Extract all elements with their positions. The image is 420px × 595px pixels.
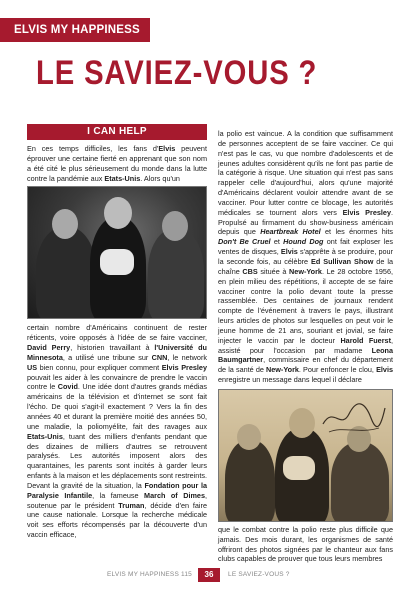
emphasis-text: Elvis Presley <box>342 207 391 217</box>
emphasis-text: Elvis Presley <box>161 362 207 372</box>
emphasis-text: Covid <box>57 382 78 392</box>
emphasis-text: Heartbreak Hotel <box>260 227 321 237</box>
page-footer <box>0 567 420 583</box>
body-text: , a utilisé une tribune sur <box>62 352 152 362</box>
elvis-vaccination-photo <box>27 186 207 319</box>
body-text: la polio est vaincue. A la condition que suffisamment de personnes acceptent de se faire vacciner. Ce qui n'est pas le cas, vu que nombre d'adolescents et de jeunes adultes considèrent qu'ils ne font pas partie de la catégorie à risque. Une situation qui n'est pas sans rappeler celle d'aujourd'hui, alors qu'une majorité d'Américains déclarent vouloir attendre avant de se vacciner. Pour lutter contre ce blocage, les autorités médicales se tournent alors vers <box>218 129 393 217</box>
body-text: peuvent éprouver une certaine fierté en apprenant que son nom a été cité le plus sérieusement du monde dans la lutte contre la pandémie aux <box>27 144 207 183</box>
body-text: ont fait exploser les ventes de disques, <box>218 237 394 257</box>
body-text: bien connu, pour expliquer comment <box>37 362 162 372</box>
body-text: , la fameuse <box>92 490 145 500</box>
emphasis-text: Leona Baumgartner <box>218 345 393 365</box>
page-number: 36 <box>198 568 220 582</box>
emphasis-text: David Perry <box>27 343 71 353</box>
body-text: . Le 28 octobre 1956, en plein milieu des répétitions, il accepte de se faire vacciner contre la polio devant toute la presse rassemblée. Des centaines de journaux rendent compte de l'événement à travers le pays, illustrant leurs articles de photos sur lesquelles on peut voir le jeune homme de 21 ans, souriant et jovial, se faire injecter le vaccin par le docteur <box>218 266 393 345</box>
signed-elvis-photo <box>218 389 393 522</box>
emphasis-text: March of Dimes <box>144 490 205 500</box>
autograph-signature <box>319 396 389 436</box>
left-paragraph-2 <box>27 323 207 540</box>
body-text: , le network <box>167 352 207 362</box>
emphasis-text: CNN <box>151 352 168 362</box>
emphasis-text: Elvis <box>280 247 298 257</box>
body-text: , commissaire en chef du département de la santé de <box>218 355 393 375</box>
left-paragraph-1 <box>27 144 207 183</box>
right-paragraph-2 <box>218 525 393 564</box>
section-heading: I CAN HELP <box>27 124 207 140</box>
magazine-header-band <box>0 18 150 60</box>
body-text: , tuant des milliers d'enfants pendant que des dizaines de milliers d'autres se retrouvent paralysés. Les autorités imposent alors des quarantaines, les parents sont incités à garder leurs enfants à la maison et les déplacements sont restreints. Devant la gravité de la situation, la <box>27 431 207 490</box>
footer-series: ELVIS MY HAPPINESS 115 <box>107 571 192 578</box>
footer-section: LE SAVIEZ-VOUS ? <box>228 571 290 578</box>
body-text: . Une idée dont d'autres grands médias américains de la télévision et d'internet se sont fait l'écho. De quoi s'agit-il exactement ? Vers la fin des années 40 et durant la première moitié des années 50, une maladie, la poliomyélite, fait des ravages aux <box>27 382 207 431</box>
emphasis-text: Etats-Unis <box>27 431 63 441</box>
body-text: . Pour enfoncer le clou, <box>298 365 377 375</box>
body-text: de la chaîne <box>218 256 393 276</box>
emphasis-text: Elvis <box>376 365 393 375</box>
emphasis-text: Elvis <box>158 144 176 153</box>
right-paragraph-1 <box>218 129 393 385</box>
emphasis-text: CBS <box>242 266 258 276</box>
emphasis-text: l'Université du Minnesota <box>27 343 207 362</box>
body-text: . Alors qu'un <box>140 173 180 183</box>
body-text: s'apprête à se produire, pour la seconde fois, au célèbre <box>218 247 393 266</box>
body-text: enregistre un message dans lequel il déclare <box>218 375 362 385</box>
body-text: , décide d'en faire une cause nationale. Lorsque la recherche médicale voit ses efforts récompensés par la découverte d'un vaccin efficace, <box>27 500 207 540</box>
emphasis-text: Harold Fuerst <box>340 335 391 345</box>
body-text: pouvait les aider à les convaincre de prendre le vaccin contre le <box>27 372 207 392</box>
emphasis-text: New-York <box>266 365 299 375</box>
emphasis-text: Truman <box>118 500 145 510</box>
emphasis-text: Etats-Unis <box>104 173 141 183</box>
article-left-column <box>27 124 207 540</box>
emphasis-text: US <box>27 362 38 372</box>
body-text: et les énormes hits <box>320 227 393 237</box>
body-text: certain nombre d'Américains continuent de rester réticents, voire opposés à l'idée de se faire vacciner, <box>27 323 207 343</box>
emphasis-text: Ed Sullivan Show <box>311 256 374 266</box>
article-right-column <box>218 129 393 564</box>
body-text: , assisté pour l'occasion par madame <box>218 335 393 355</box>
body-text: que le combat contre la polio reste plus difficile que jamais. Des mois durant, les organismes de santé offriront des photos signées par le chanteur aux fans clubs capables de prouver que tous leurs membres <box>218 524 393 564</box>
body-text: , historien travaillant à <box>70 343 155 353</box>
body-text: . Propulsé au firmament du show-business américain depuis que <box>218 207 393 237</box>
emphasis-text: Hound Dog <box>283 237 324 247</box>
body-text: En ces temps difficiles, les fans d' <box>27 144 159 153</box>
body-text: et <box>270 237 284 247</box>
emphasis-text: Don't Be Cruel <box>218 237 271 247</box>
emphasis-text: New-York <box>289 266 322 276</box>
magazine-series-title: ELVIS MY HAPPINESS 115 <box>14 24 140 60</box>
body-text: , soutenue par le président <box>27 490 207 510</box>
body-text: située à <box>257 266 290 276</box>
page-title: LE SAVIEZ-VOUS ? <box>36 54 318 92</box>
emphasis-text: Fondation pour la Paralysie Infantile <box>27 480 208 500</box>
